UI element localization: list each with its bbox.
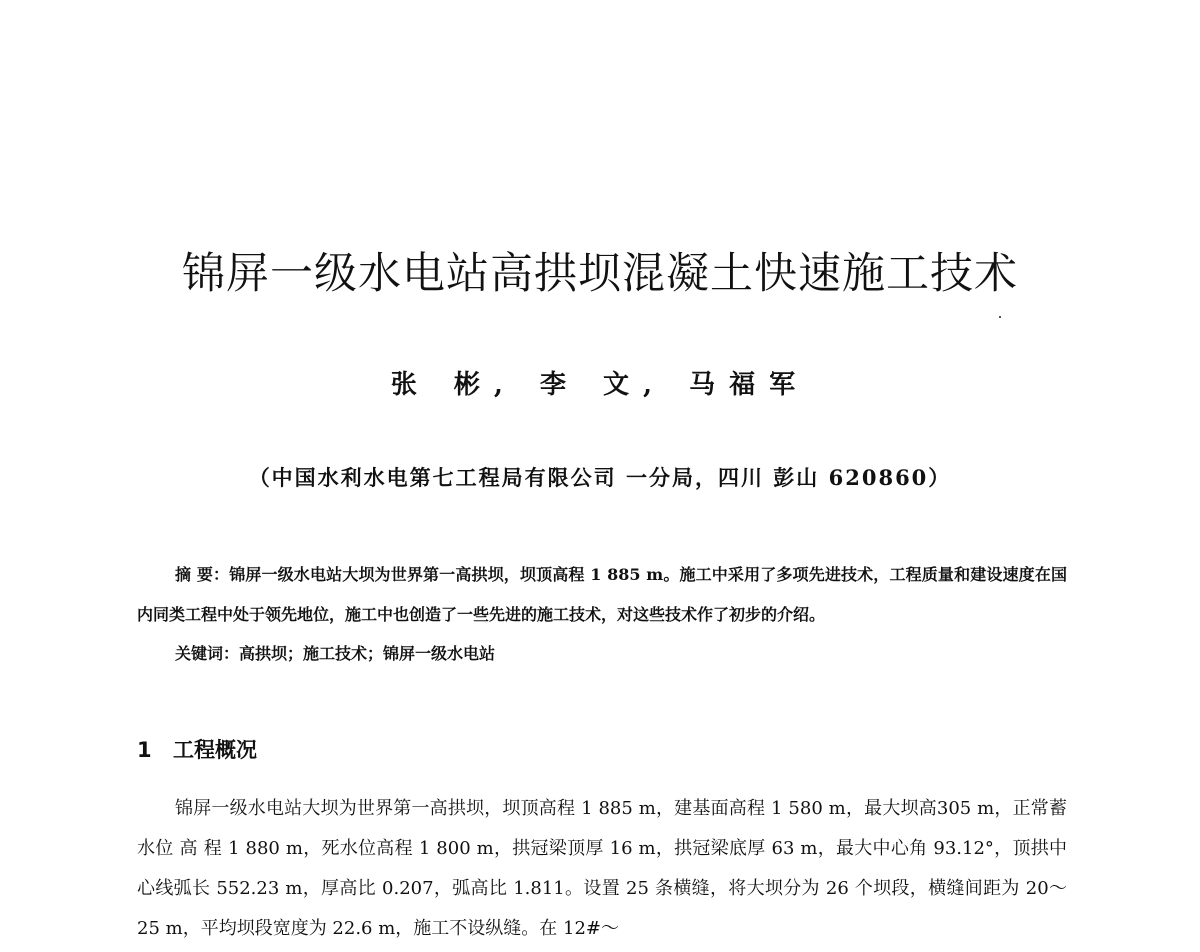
- abstract: [137, 555, 1067, 635]
- section-heading: [137, 734, 257, 764]
- keywords-label: 关键词：: [175, 644, 240, 663]
- section-title: 工程概况: [173, 738, 257, 762]
- scan-speck: [999, 316, 1001, 318]
- keywords: [175, 641, 495, 664]
- abstract-label: 摘 要：: [175, 565, 230, 584]
- section-number: 1: [137, 738, 152, 762]
- keywords-text: 高拱坝；施工技术；锦屏一级水电站: [239, 644, 496, 663]
- author-list: 张 彬, 李 文, 马福军: [390, 370, 810, 400]
- paper-title: 锦屏一级水电站高拱坝混凝土快速施工技术: [182, 249, 1018, 299]
- body-paragraph: 锦屏一级水电站大坝为世界第一高拱坝，坝顶高程 1 885 m，建基面高程 1 580 m，最大坝高305 m，正常蓄水位 高 程 1 880 m，死水位高程 1 800 m，拱冠梁顶厚 16 m，拱冠梁底厚 63 m，最大中心角 93.12°，顶拱中心线弧长 552.23 m，厚高比 0.207，弧高比 1.811。设置 25 条横缝，将大坝分为 26 个坝段，横缝间距为 20～25 m，平均坝段宽度为 22.6 m，施工不设纵缝。在 12#～: [137, 798, 1067, 939]
- affiliation: （中国水利水电第七工程局有限公司 一分局，四川 彭山 620860）: [248, 465, 952, 490]
- abstract-text: 锦屏一级水电站大坝为世界第一高拱坝，坝顶高程 1 885 m。施工中采用了多项先进技术，工程质量和建设速度在国内同类工程中处于领先地位，施工中也创造了一些先进的施工技术，对这些技术作了初步的介绍。: [137, 565, 1067, 624]
